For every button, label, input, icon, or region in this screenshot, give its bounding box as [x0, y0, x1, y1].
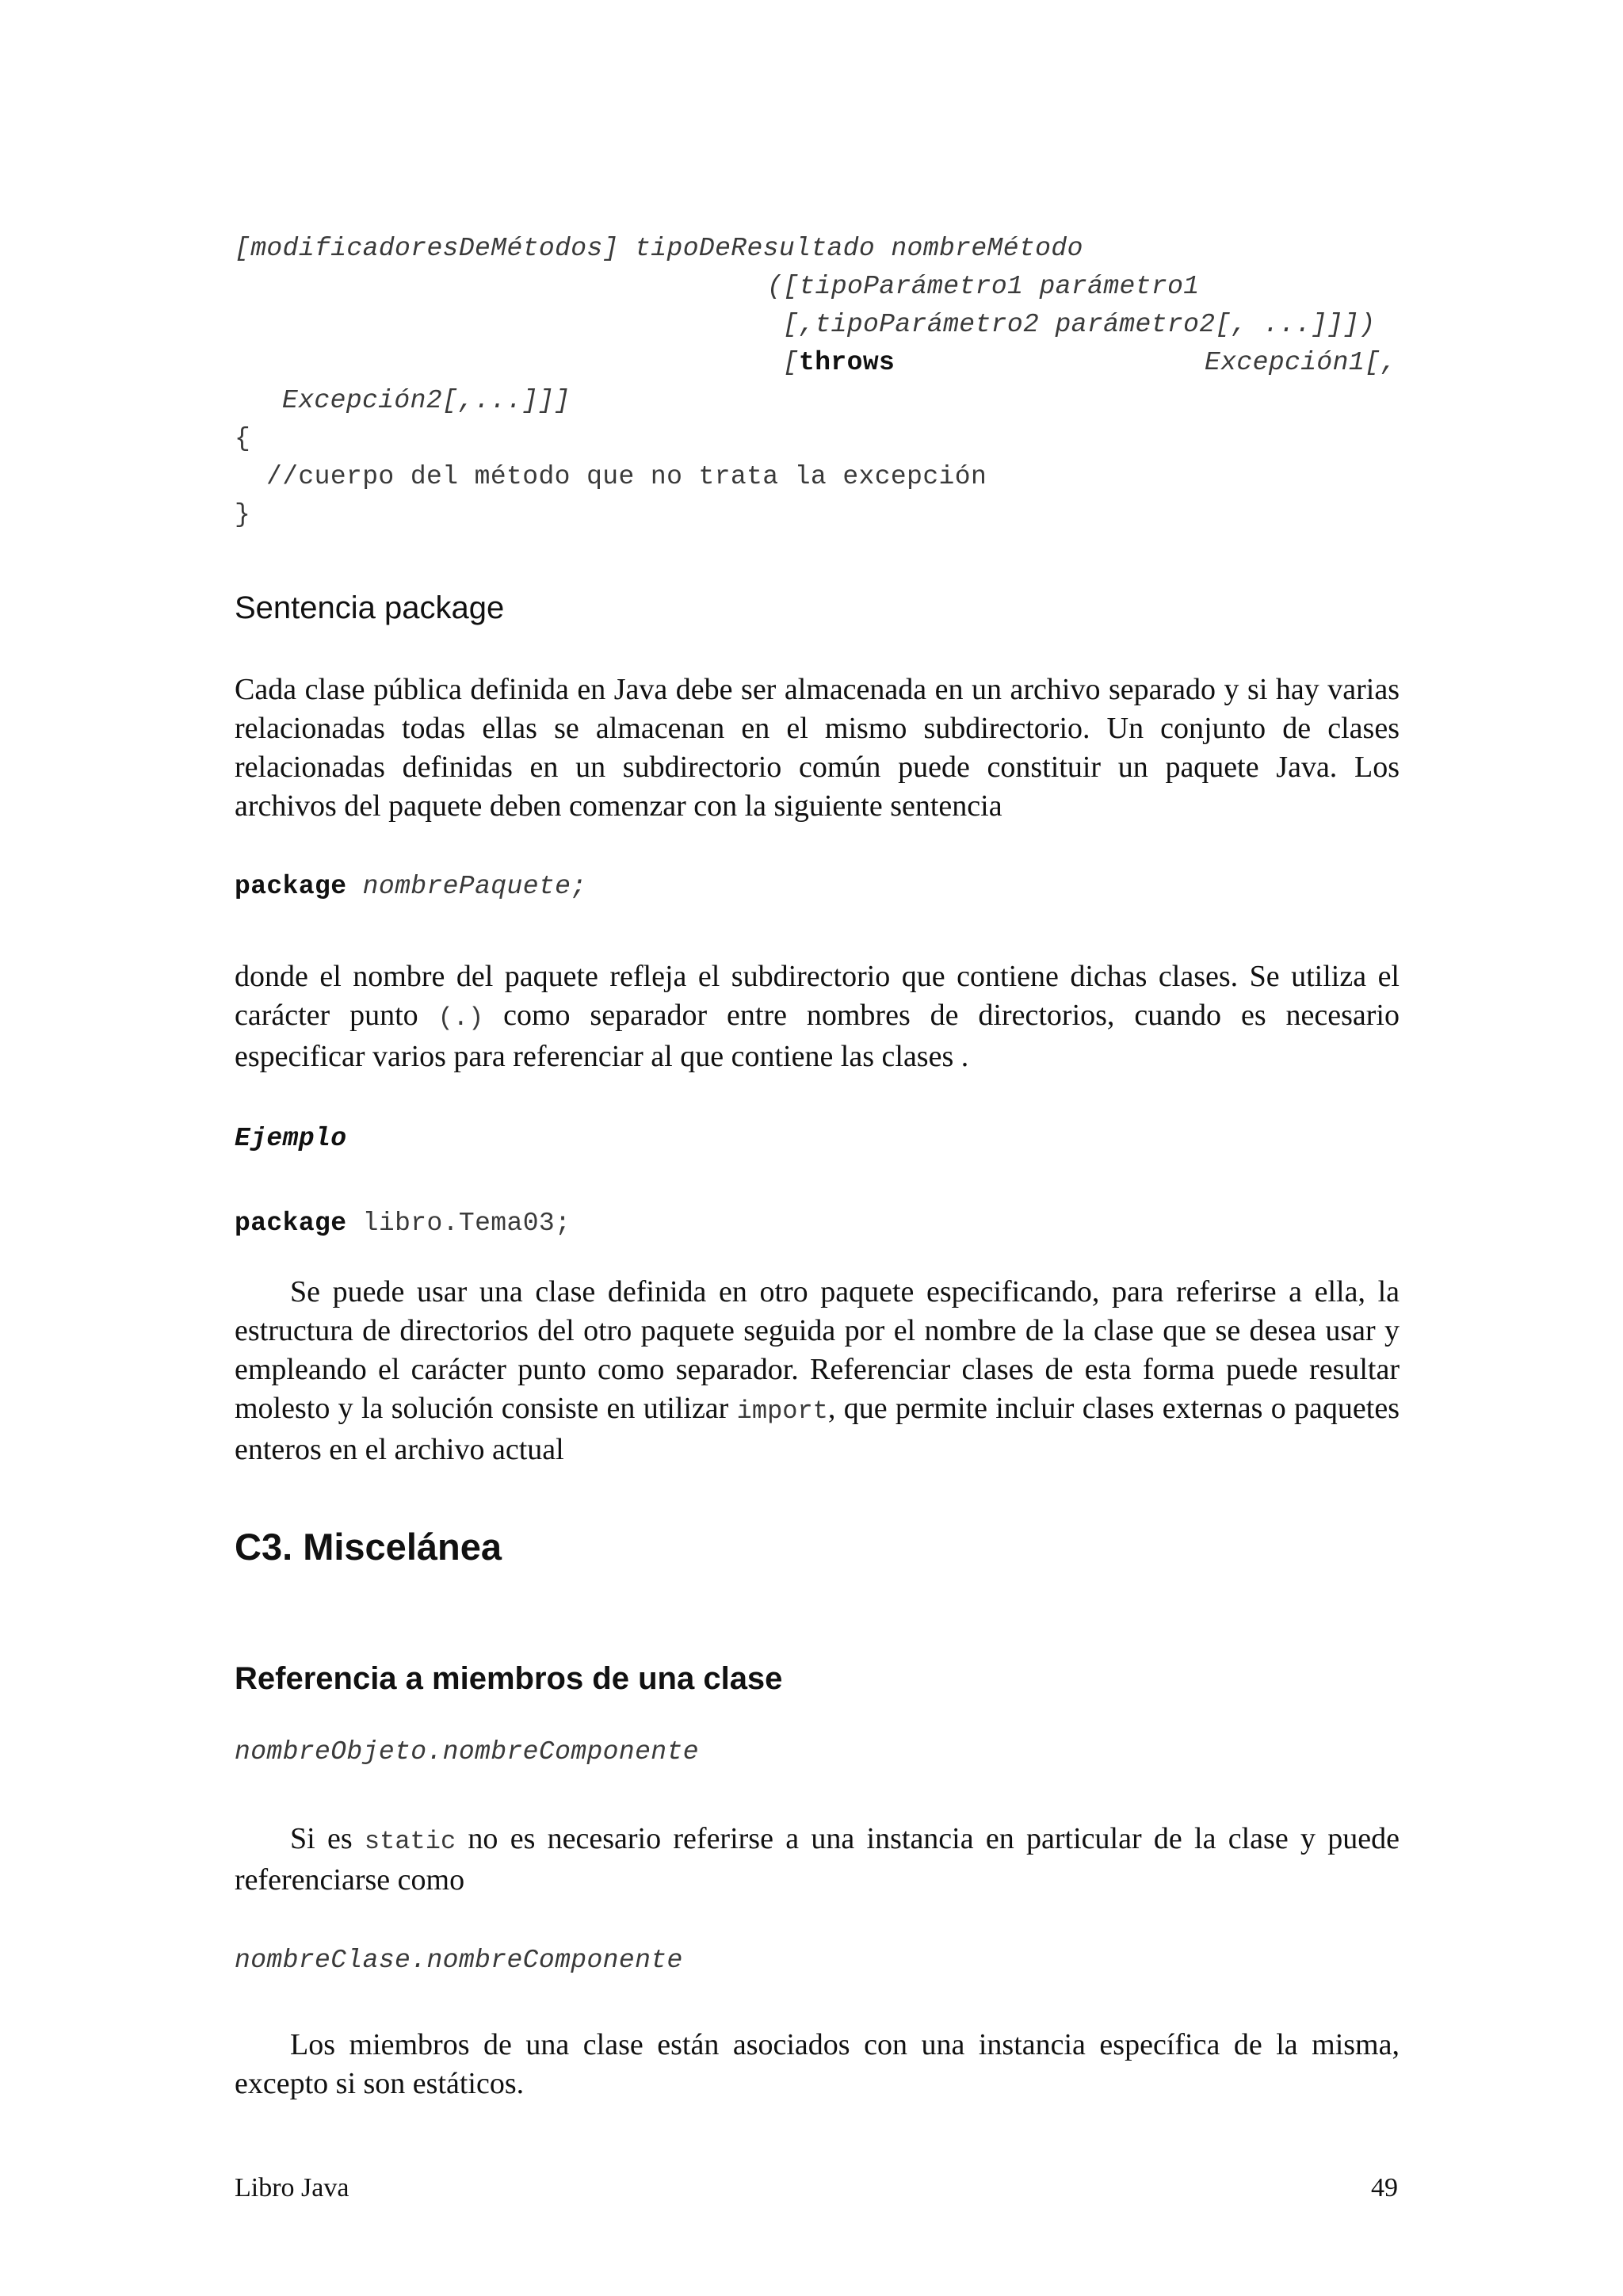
class-members-subheading: Referencia a miembros de una clase — [235, 1661, 783, 1696]
brace-open: { — [235, 424, 251, 453]
static-paragraph — [235, 1820, 1400, 1900]
throws-keyword: throws — [799, 348, 896, 377]
example-package-name: libro.Tema03; — [362, 1209, 571, 1238]
dot-code: (.) — [437, 1003, 484, 1033]
example-label: Ejemplo — [235, 1124, 347, 1153]
method-body-comment: //cuerpo del método que no trata la excepción — [266, 462, 987, 491]
package-code-line — [235, 872, 587, 901]
object-component-code: nombreObjeto.nombreComponente — [235, 1737, 699, 1767]
paragraph-text: Si es — [290, 1822, 365, 1855]
example-package-keyword: package — [235, 1209, 347, 1238]
example-code-line — [235, 1209, 571, 1238]
misc-section-heading: C3. Miscelánea — [235, 1526, 502, 1568]
paragraph-text: donde el nombre del paquete refleja el subdirectorio que contiene dichas clases. Se utiliza el carácter punto — [235, 960, 1400, 1032]
paragraph-text: Se puede usar una clase definida en otro paquete especificando, para referirse a ella, la estructura de directorios del otro paquete seguida por el nombre de la clase que se desea usar y empleando el carácter punto como separador. Referenciar clases de esta forma puede resultar molesto y la solución consiste en utilizar — [235, 1275, 1400, 1425]
signature-line-5: Excepción2[,...]]] — [282, 386, 571, 415]
package-paragraph-2 — [235, 957, 1400, 1076]
class-component-code: nombreClase.nombreComponente — [235, 1946, 683, 1975]
package-paragraph-3 — [235, 1273, 1400, 1469]
package-paragraph-1: Cada clase pública definida en Java debe ser almacenada en un archivo separado y si hay varias relacionadas todas ellas se almacenan en el mismo subdirectorio. Un conjunto de clases relacionadas definidas en un subdirectorio común puede constituir un paquete Java. Los archivos del paquete deben comenzar con la siguiente sentencia — [235, 673, 1400, 823]
footer-page-number: 49 — [1371, 2173, 1398, 2202]
package-heading: Sentencia package — [235, 590, 505, 625]
signature-line-4-open: [ — [783, 348, 800, 377]
signature-line-1: [modificadoresDeMétodos] tipoDeResultado nombreMétodo — [235, 234, 1083, 263]
paragraph-text: , que permite incluir clases externas o paquetes enteros en el archivo actual — [235, 1392, 1400, 1466]
package-name: nombrePaquete; — [362, 872, 587, 901]
signature-exception-1: Excepción1[, — [1205, 348, 1397, 377]
import-code: import — [736, 1396, 828, 1426]
paragraph-text: como separador entre nombres de directorios, cuando es necesario especificar varios para referenciar al que contiene las clases . — [235, 999, 1400, 1073]
signature-line-3: [,tipoParámetro2 parámetro2[, ...]]]) — [783, 310, 1376, 339]
package-keyword: package — [235, 872, 347, 901]
signature-line-2: ([tipoParámetro1 parámetro1 — [767, 272, 1200, 301]
static-code: static — [364, 1827, 456, 1856]
method-signature-code — [235, 230, 1400, 531]
members-paragraph: Los miembros de una clase están asociados con una instancia específica de la misma, excepto si son estáticos. — [235, 2028, 1400, 2100]
paragraph-text: no es necesario referirse a una instancia en particular de la clase y puede referenciarse como — [235, 1822, 1400, 1897]
brace-close: } — [235, 500, 251, 529]
footer-book-title: Libro Java — [235, 2173, 349, 2202]
